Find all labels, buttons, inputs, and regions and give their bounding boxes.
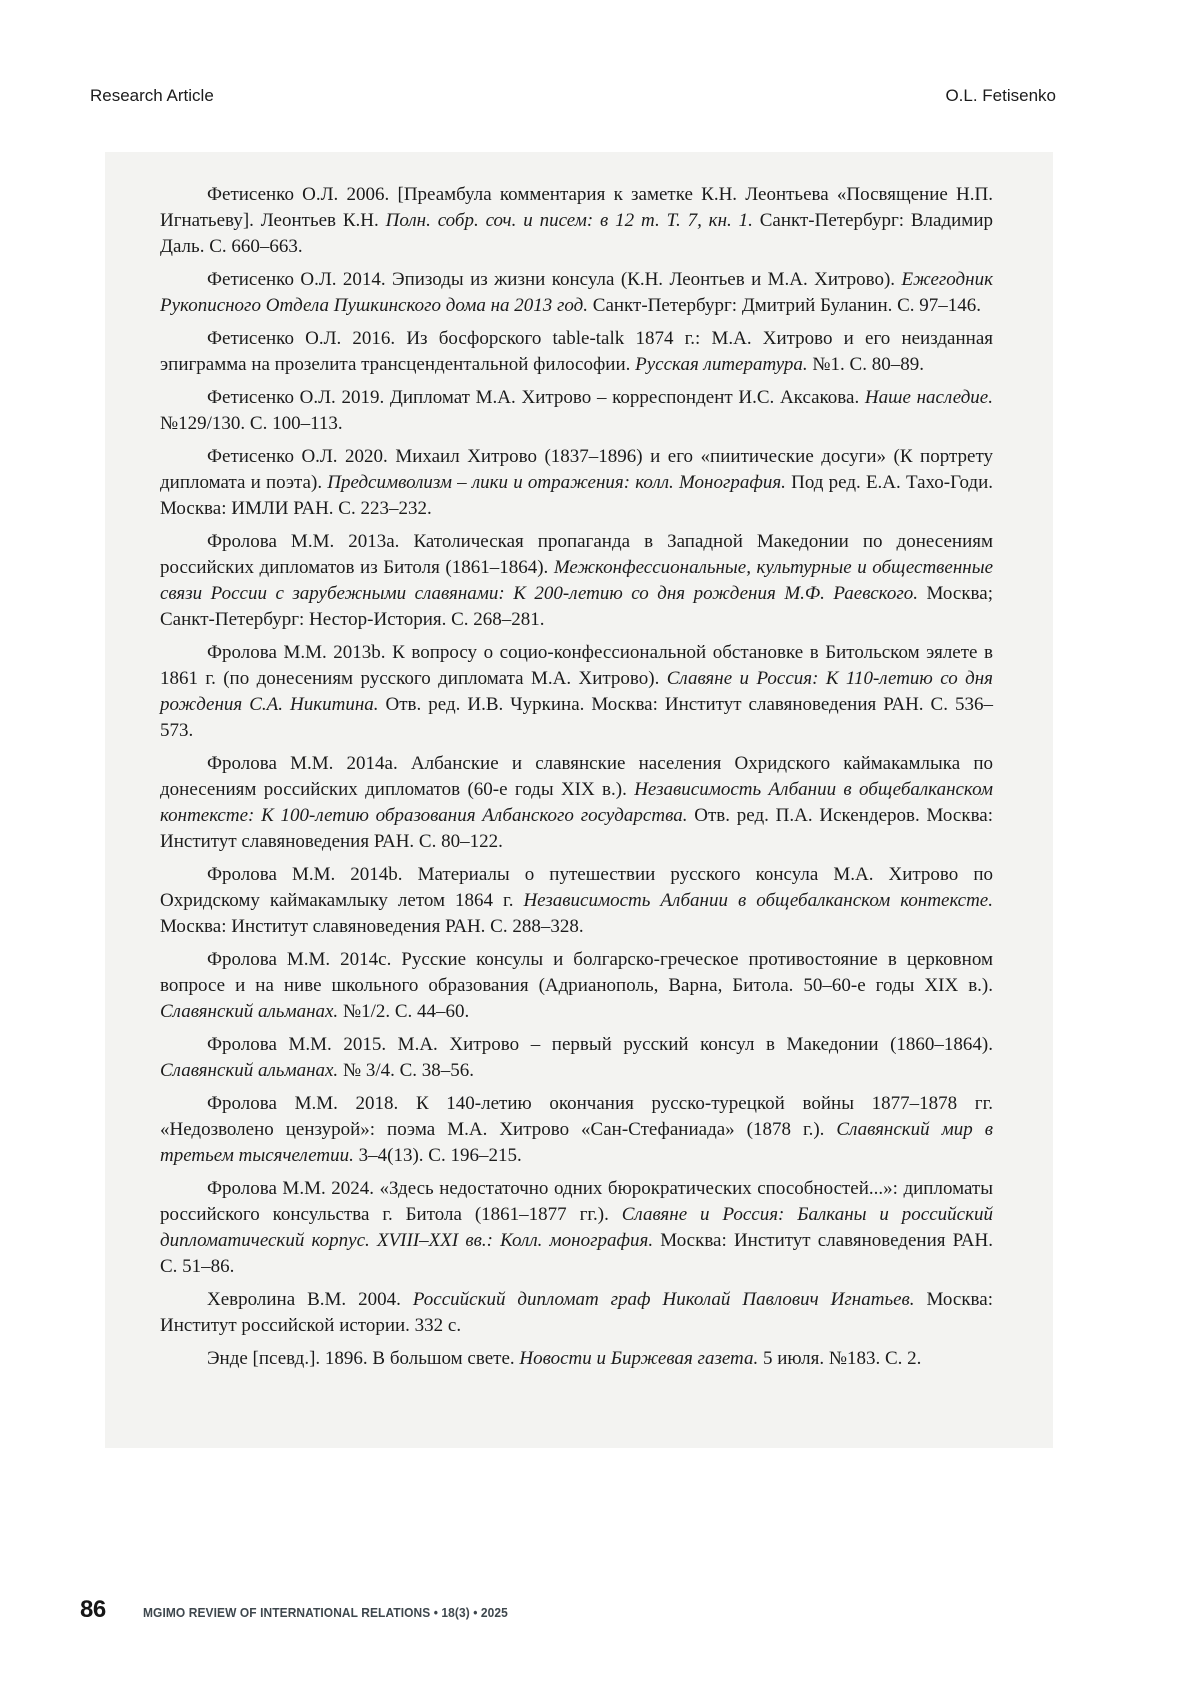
reference-source-title: Русская литература. xyxy=(635,354,808,375)
reference-text: Фетисенко О.Л. 2016. Из босфорского table-talk 1874 г.: М.А. Хитрово и его неизданная эпиграмма на прозелита трансцендентальной философии. xyxy=(160,328,993,375)
reference-text: Энде [псевд.]. 1896. В большом свете. xyxy=(207,1348,520,1369)
reference-text: Фролова М.М. 2013b. К вопросу о социо-конфессиональной обстановке в Битольском эялете в 1861 г. (по донесениям русского дипломата М.А. Хитрово). xyxy=(160,642,993,689)
reference-text: Москва: Институт российской истории. 332 с. xyxy=(160,1289,993,1336)
reference-source-title: Наше наследие. xyxy=(864,387,993,408)
reference-text: Фетисенко О.Л. 2014. Эпизоды из жизни консула (К.Н. Леонтьев и М.А. Хитрово). xyxy=(207,269,902,290)
reference-text: Санкт-Петербург: Дмитрий Буланин. С. 97–146. xyxy=(588,295,982,316)
reference-text: 5 июля. №183. С. 2. xyxy=(758,1348,922,1369)
reference-text: Фролова М.М. 2014b. Материалы о путешествии русского консула М.А. Хитрово по Охридскому каймакамлыку летом 1864 г. xyxy=(160,864,993,911)
reference-source-title: Полн. собр. соч. и писем: в 12 т. Т. 7, кн. 1. xyxy=(385,210,753,231)
reference-text: Фролова М.М. 2014a. Албанские и славянские населения Охридского каймакамлыка по донесениям российских дипломатов (60-е годы XIX в.). xyxy=(160,753,993,800)
references-list xyxy=(160,182,993,1372)
reference-text: №1/2. С. 44–60. xyxy=(338,1001,470,1022)
reference-text: Фетисенко О.Л. 2020. Михаил Хитрово (1837–1896) и его «пиитические досуги» (К портрету дипломата и поэта). xyxy=(160,446,993,493)
reference-text: Москва: Институт славяноведения РАН. С. 288–328. xyxy=(160,916,584,937)
reference-text: 3–4(13). С. 196–215. xyxy=(353,1145,522,1166)
reference-source-title: Российский дипломат граф Николай Павлович Игнатьев. xyxy=(412,1289,915,1310)
reference-text: Фролова М.М. 2024. «Здесь недостаточно одних бюрократических способностей...»: дипломаты российского консульства г. Битола (1861–1877 гг.). xyxy=(160,1178,993,1225)
reference-source-title: Предсимволизм – лики и отражения: колл. Монография. xyxy=(327,472,786,493)
references-panel xyxy=(105,152,1053,1448)
reference-text: №1. С. 80–89. xyxy=(807,354,924,375)
reference-text: Фролова М.М. 2018. К 140-летию окончания русско-турецкой войны 1877–1878 гг. «Недозволено цензурой»: поэма М.А. Хитрово «Сан-Стефаниада» (1878 г.). xyxy=(160,1093,993,1140)
reference-text: Санкт-Петербург: Владимир Даль. С. 660–663. xyxy=(160,210,993,257)
reference-source-title: Новости и Биржевая газета. xyxy=(519,1348,759,1369)
page-header xyxy=(90,86,1056,106)
reference-item xyxy=(160,640,993,744)
reference-text: Москва: Институт славяноведения РАН. С. 51–86. xyxy=(160,1230,993,1277)
reference-item xyxy=(160,267,993,319)
reference-text: Фролова М.М. 2014c. Русские консулы и болгарско-греческое противостояние в церковном вопросе и на ниве школьного образования (Адрианополь, Варна, Битола. 50–60-е годы XIX в.). xyxy=(160,949,993,996)
reference-source-title: Славянский альманах. xyxy=(160,1060,339,1081)
reference-item xyxy=(160,1287,993,1339)
reference-text: Отв. ред. И.В. Чуркина. Москва: Институт славяноведения РАН. С. 536–573. xyxy=(160,694,993,741)
reference-text: Фетисенко О.Л. 2019. Дипломат М.А. Хитрово – корреспондент И.С. Аксакова. xyxy=(207,387,865,408)
reference-text: Фролова М.М. 2015. М.А. Хитрово – первый русский консул в Македонии (1860–1864). xyxy=(207,1034,993,1055)
reference-source-title: Межконфессиональные, культурные и общественные связи России с зарубежными славянами: К 200-летию со дня рождения М.Ф. Раевского. xyxy=(160,557,994,604)
reference-text: Хевролина В.М. 2004. xyxy=(207,1289,413,1310)
reference-text: Фролова М.М. 2013a. Католическая пропаганда в Западной Македонии по донесениям российских дипломатов из Битоля (1861–1864). xyxy=(160,531,993,578)
reference-item xyxy=(160,529,993,633)
reference-item xyxy=(160,947,993,1025)
reference-item xyxy=(160,444,993,522)
reference-text: Отв. ред. П.А. Искендеров. Москва: Институт славяноведения РАН. С. 80–122. xyxy=(160,805,993,852)
reference-item xyxy=(160,1346,993,1372)
page-footer xyxy=(80,1596,539,1624)
reference-item xyxy=(160,1091,993,1169)
reference-item xyxy=(160,182,993,260)
reference-source-title: Славяне и Россия: Балканы и российский дипломатический корпус. XVIII–XXI вв.: Колл. монография. xyxy=(160,1204,993,1251)
reference-item xyxy=(160,385,993,437)
page-number: 86 xyxy=(80,1596,106,1623)
reference-source-title: Ежегодник Рукописного Отдела Пушкинского дома на 2013 год. xyxy=(160,269,993,316)
author-running-head: O.L. Fetisenko xyxy=(945,86,1056,105)
reference-source-title: Славянский мир в третьем тысячелетии. xyxy=(160,1119,994,1166)
reference-text: №129/130. С. 100–113. xyxy=(160,413,343,434)
reference-text: Под ред. Е.А. Тахо-Годи. Москва: ИМЛИ РАН. С. 223–232. xyxy=(160,472,993,519)
reference-source-title: Независимость Албании в общебалканском контексте. xyxy=(523,890,993,911)
reference-source-title: Славяне и Россия: К 110-летию со дня рождения С.А. Никитина. xyxy=(160,668,993,715)
reference-source-title: Славянский альманах. xyxy=(160,1001,339,1022)
reference-text: № 3/4. С. 38–56. xyxy=(338,1060,475,1081)
reference-item xyxy=(160,326,993,378)
reference-item xyxy=(160,1176,993,1280)
reference-text: Москва; Санкт-Петербург: Нестор-История. С. 268–281. xyxy=(160,583,993,630)
reference-text: Фетисенко О.Л. 2006. [Преамбула комментария к заметке К.Н. Леонтьева «Посвящение Н.П. Игнатьеву]. Леонтьев К.Н. xyxy=(160,184,993,231)
reference-item xyxy=(160,862,993,940)
reference-item xyxy=(160,751,993,855)
article-type-label: Research Article xyxy=(90,86,214,105)
journal-footer-line: MGIMO REVIEW OF INTERNATIONAL RELATIONS • 18(3) • 2025 xyxy=(142,1605,508,1620)
reference-item xyxy=(160,1032,993,1084)
reference-source-title: Независимость Албании в общебалканском контексте: К 100-летию образования Албанского государства. xyxy=(160,779,993,826)
